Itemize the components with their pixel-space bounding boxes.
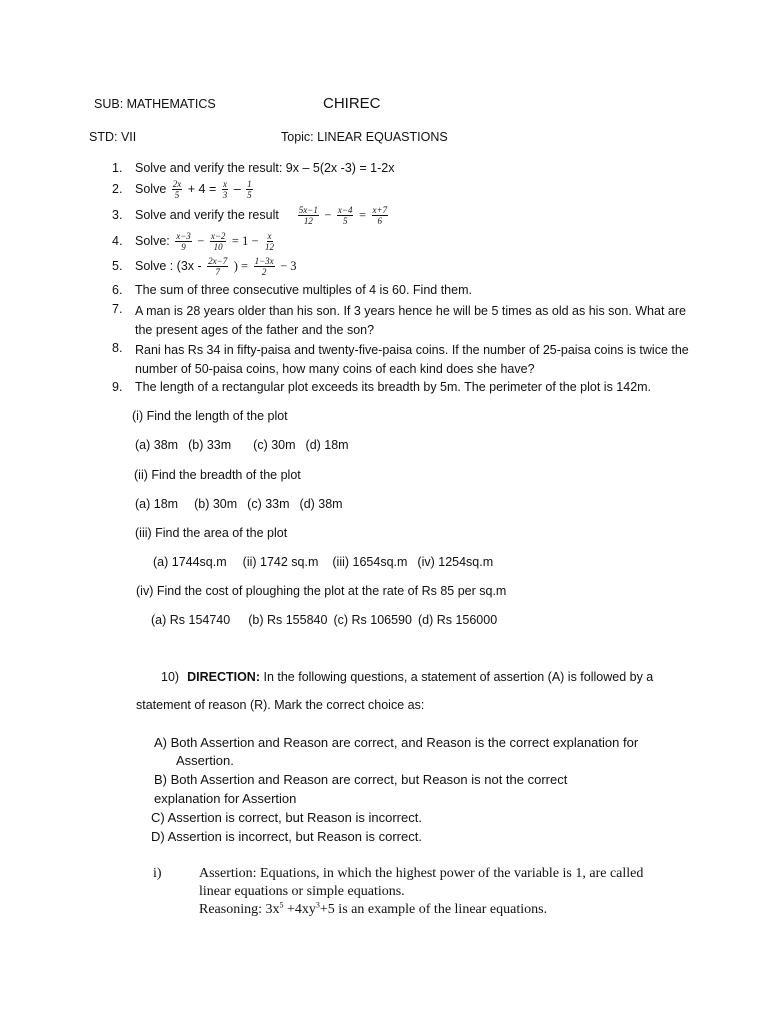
fraction: $\frac{x-2}{10}$	[210, 231, 226, 253]
choice-a-cont: Assertion.	[176, 753, 234, 768]
question-6: 6. The sum of three consecutive multiples of 4 is 60. Find them.	[112, 283, 472, 297]
question-7: 7. A man is 28 years older than his son. If 3 years hence he will be 5 times as old as his son. What are the present ages of the father and the son?	[112, 302, 686, 337]
choice-b: B) Both Assertion and Reason are correct, but Reason is not the correct	[154, 772, 568, 787]
topic-label: Topic: LINEAR EQUASTIONS	[281, 130, 448, 144]
item-i-assertion-cont: linear equations or simple equations.	[199, 884, 405, 899]
subq-iii: (iii) Find the area of the plot	[135, 526, 288, 540]
question-10-line2: statement of reason (R). Mark the correct choice as:	[136, 698, 425, 712]
choice-b-cont: explanation for Assertion	[154, 791, 297, 806]
fraction: $\frac{1-3x}{2}$	[254, 256, 274, 278]
fraction: $\frac{x-3}{9}$	[176, 231, 191, 253]
question-2: 2. Solve $\frac{2x}{5}$ + 4 = $\frac{x}{3}$ – $\frac{1}{5}$	[112, 179, 252, 201]
question-10-direction: 10) DIRECTION: In the following questions, a statement of assertion (A) is followed by a	[161, 670, 654, 684]
fraction: $\frac{2x}{5}$	[172, 179, 182, 201]
school-name: CHIREC	[323, 95, 381, 112]
fraction: $\frac{2x-7}{7}$	[208, 256, 228, 278]
fraction: $\frac{1}{5}$	[247, 179, 252, 201]
fraction: $\frac{x+7}{6}$	[372, 205, 388, 227]
subq-i-options: (a) 38m (b) 33m (c) 30m (d) 18m	[135, 438, 349, 452]
choice-a: A) Both Assertion and Reason are correct, and Reason is the correct explanation for	[154, 735, 639, 750]
question-5: 5. Solve : (3x - $\frac{2x-7}{7}$ ) = $\frac{1-3x}{2}$ − 3	[112, 256, 297, 278]
question-9: 9. The length of a rectangular plot exceeds its breadth by 5m. The perimeter of the plot is 142m.	[112, 380, 652, 394]
subq-ii-options: (a) 18m (b) 30m (c) 33m (d) 38m	[135, 497, 343, 511]
subject-label: SUB: MATHEMATICS	[94, 97, 216, 111]
fraction: $\frac{x-4}{5}$	[337, 205, 353, 227]
item-i-reasoning: Reasoning: $3x^5 +4xy^3+5$ is an example of the linear equations.	[199, 900, 548, 917]
subq-iv-options: (a) Rs 154740 (b) Rs 155840 (c) Rs 106590 (d) Rs 156000	[151, 613, 498, 627]
subq-iii-options: (a) 1744sq.m (ii) 1742 sq.m (iii) 1654sq.m (iv) 1254sq.m	[153, 555, 494, 569]
item-i-label: i)	[153, 866, 162, 881]
subq-ii: (ii) Find the breadth of the plot	[134, 468, 301, 482]
choice-c: C) Assertion is correct, but Reason is incorrect.	[151, 810, 422, 825]
fraction: $\frac{5x-1}{12}$	[298, 205, 318, 227]
subq-iv: (iv) Find the cost of ploughing the plot at the rate of Rs 85 per sq.m	[136, 584, 507, 598]
fraction: $\frac{x}{12}$	[265, 231, 274, 253]
std-label: STD: VII	[89, 130, 137, 144]
subq-i: (i) Find the length of the plot	[132, 409, 288, 423]
question-1: 1. Solve and verify the result: 9x – 5(2x -3) = 1-2x	[112, 161, 395, 175]
question-3: 3. Solve and verify the result $\frac{5x-1}{12}$ − $\frac{x-4}{5}$ = $\frac{x+7}{6}$	[112, 205, 388, 227]
choice-d: D) Assertion is incorrect, but Reason is correct.	[151, 829, 422, 844]
question-8: 8. Rani has Rs 34 in fifty-paisa and twenty-five-paisa coins. If the number of 25-paisa coins is twice the number of 50-paisa coins, how many coins of each kind does she have?	[112, 341, 689, 376]
fraction: $\frac{x}{3}$	[222, 179, 228, 201]
item-i-assertion: Assertion: Equations, in which the highest power of the variable is 1, are called	[199, 866, 644, 881]
question-4: 4. Solve: $\frac{x-3}{9}$ − $\frac{x-2}{10}$ = 1 − $\frac{x}{12}$	[112, 231, 274, 253]
